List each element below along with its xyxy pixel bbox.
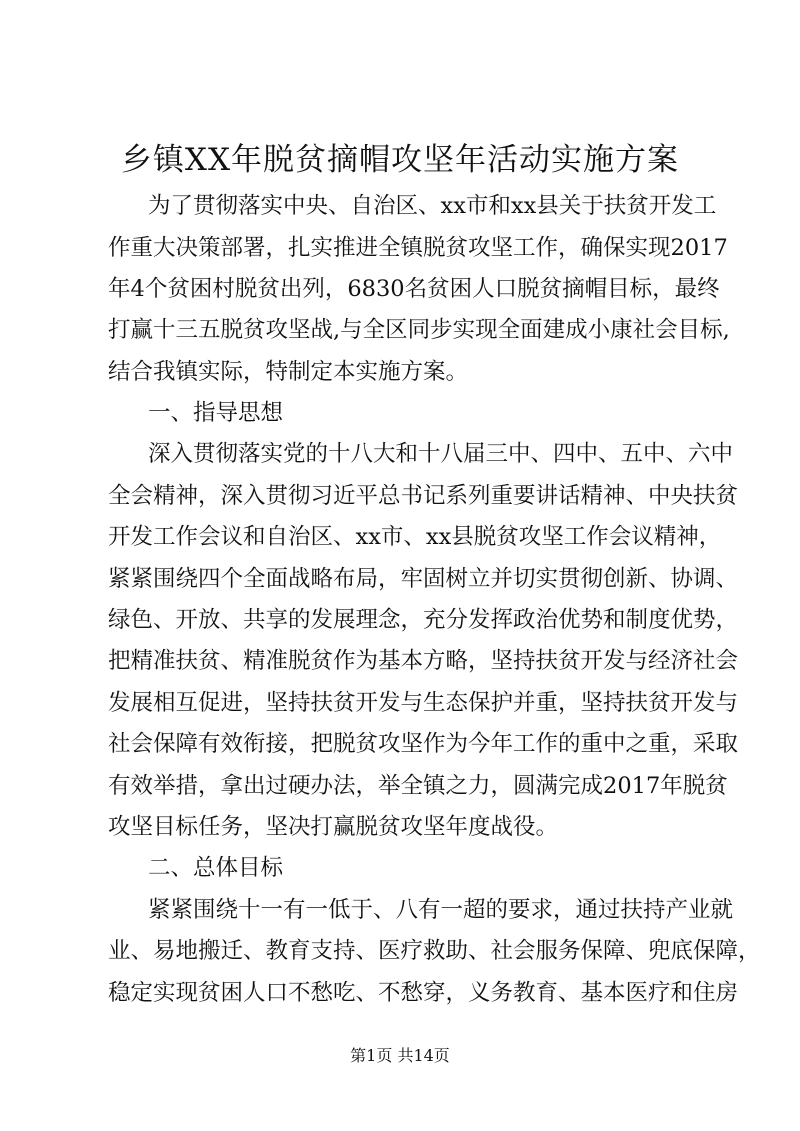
section-heading: 一、指导思想 — [148, 400, 284, 426]
paragraph-line: 社会保障有效衔接，把脱贫攻坚作为今年工作的重中之重，采取 — [108, 731, 739, 757]
paragraph-line: 稳定实现贫困人口不愁吃、不愁穿，义务教育、基本医疗和住房 — [108, 980, 739, 1006]
paragraph-line: 绿色、开放、共享的发展理念，充分发挥政治优势和制度优势， — [108, 607, 739, 633]
paragraph-line: 发展相互促进，坚持扶贫开发与生态保护并重，坚持扶贫开发与 — [108, 690, 739, 716]
document-title: 乡镇XX年脱贫摘帽攻坚年活动实施方案 — [120, 142, 680, 178]
paragraph-line: 全会精神，深入贯彻习近平总书记系列重要讲话精神、中央扶贫 — [108, 483, 739, 509]
paragraph-line: 打赢十三五脱贫攻坚战,与全区同步实现全面建成小康社会目标, — [108, 317, 730, 343]
paragraph-line: 结合我镇实际，特制定本实施方案。 — [108, 359, 469, 385]
section-heading: 二、总体目标 — [148, 855, 284, 881]
page-footer: 第1页 共14页 — [350, 1046, 450, 1065]
paragraph-line: 有效举措，拿出过硬办法，举全镇之力，圆满完成2017年脱贫 — [108, 773, 728, 799]
paragraph-line: 为了贯彻落实中央、自治区、xx市和xx县关于扶贫开发工 — [148, 193, 717, 219]
paragraph-line: 开发工作会议和自治区、xx市、xx县脱贫攻坚工作会议精神， — [108, 524, 722, 550]
paragraph-line: 年4个贫困村脱贫出列，6830名贫困人口脱贫摘帽目标，最终 — [108, 276, 720, 302]
paragraph-line: 紧紧围绕四个全面战略布局，牢固树立并切实贯彻创新、协调、 — [108, 566, 739, 592]
paragraph-line: 深入贯彻落实党的十八大和十八届三中、四中、五中、六中 — [148, 441, 734, 467]
paragraph-line: 把精准扶贫、精准脱贫作为基本方略，坚持扶贫开发与经济社会 — [108, 648, 739, 674]
paragraph-line: 攻坚目标任务，坚决打赢脱贫攻坚年度战役。 — [108, 814, 559, 840]
paragraph-line: 业、易地搬迁、教育支持、医疗救助、社会服务保障、兜底保障， — [108, 938, 761, 964]
paragraph-line: 紧紧围绕十一有一低于、八有一超的要求，通过扶持产业就 — [148, 897, 734, 923]
paragraph-line: 作重大决策部署，扎实推进全镇脱贫攻坚工作，确保实现2017 — [108, 235, 728, 261]
